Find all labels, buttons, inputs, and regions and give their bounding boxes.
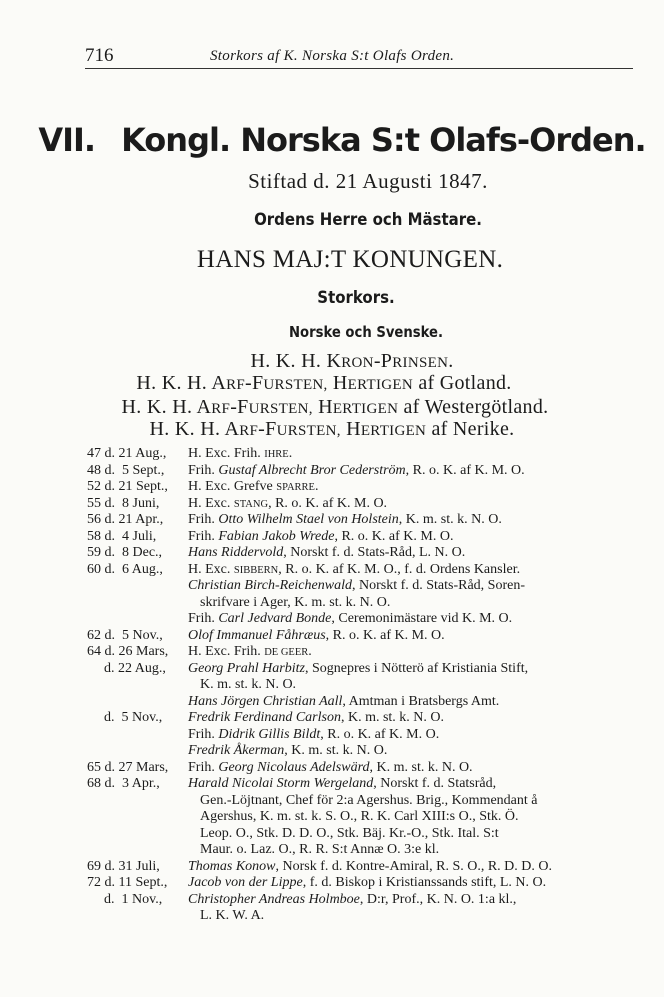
member-name: Fredrik Åkerman: [188, 743, 285, 758]
entry-detail: Frih.: [188, 462, 219, 478]
member-name: Thomas Konow: [188, 858, 276, 874]
entry-detail: L. K. W. A.: [200, 908, 265, 923]
entry-detail: , K. m. st. k. N. O.: [369, 759, 473, 775]
member-entry: [87, 677, 647, 694]
member-name: Didrik Gillis Bildt: [218, 726, 321, 742]
royal-member: H. K. H. ARF-FURSTEN, HERTIGEN af Gotland.: [136, 372, 512, 394]
subheading: Norske och Svenske.: [288, 323, 444, 341]
class-heading: Storkors.: [317, 288, 395, 308]
entry-detail: , K. m. st. k. N. O.: [284, 743, 388, 758]
entry-date: 52 d. 21 Sept.,: [87, 479, 168, 494]
entry-detail: , f. d. Biskop i Kristianssands stift, L. N. O.: [302, 875, 547, 890]
entry-detail: , R. o. K. af K. M. O.: [334, 528, 454, 544]
entry-date: d. 1 Nov.,: [104, 891, 163, 907]
member-entry: [87, 463, 647, 480]
member-name: Jacob von der Lippe: [188, 875, 303, 890]
member-entry: [87, 644, 647, 661]
member-entry: [87, 578, 647, 595]
entry-text: [200, 677, 296, 693]
entry-detail: , D:r, Prof., K. N. O. 1:a kl.,: [359, 891, 517, 907]
royal-member: H. K. H. ARF-FURSTEN, HERTIGEN af Westergötland.: [121, 396, 549, 418]
entry-date: 48 d. 5 Sept.,: [87, 462, 165, 478]
entry-text: [200, 826, 499, 842]
member-entry: [87, 908, 647, 925]
member-entry: [87, 628, 647, 645]
entry-detail: H. Exc. Grefve: [188, 479, 277, 494]
master-label: Ordens Herre och Mästare.: [254, 210, 482, 230]
entry-detail: , Norsk f. d. Kontre-Amiral, R. S. O., R. D. D. O.: [275, 858, 553, 874]
entry-detail: H. Exc. Frih.: [188, 446, 265, 461]
member-entry: [87, 661, 647, 678]
member-entry: [87, 826, 647, 843]
entry-detail: .: [288, 446, 293, 461]
member-entry: [87, 595, 647, 612]
entry-detail: , Amtman i Bratsbergs Amt.: [342, 693, 500, 709]
entry-date: 56 d. 21 Apr.,: [87, 512, 164, 527]
entry-detail: .: [314, 479, 319, 494]
entry-detail: , R. o. K. af K. M. O.: [320, 726, 440, 742]
member-name: Harald Nicolai Storm Wergeland: [188, 776, 374, 791]
member-entry: [87, 512, 647, 529]
entry-text: [188, 892, 516, 908]
entry-text: [188, 628, 445, 644]
entry-date: 72 d. 11 Sept.,: [87, 875, 168, 890]
entry-date: d. 5 Nov.,: [104, 710, 163, 725]
entry-date: 47 d. 21 Aug.,: [87, 446, 167, 461]
founded-line: Stiftad d. 21 Augusti 1847.: [248, 169, 488, 193]
entry-detail: Frih.: [188, 759, 219, 775]
member-entry: [87, 694, 647, 711]
member-entry: [87, 743, 647, 760]
member-entry: [87, 446, 647, 463]
entry-date: d. 22 Aug.,: [104, 660, 166, 676]
entry-text: [188, 562, 520, 578]
entry-date: 62 d. 5 Nov.,: [87, 627, 163, 643]
member-name: Georg Prahl Harbitz: [188, 660, 305, 676]
member-entry: [87, 529, 647, 546]
entry-text: [188, 479, 318, 495]
entry-detail: Maur. o. Laz. O., R. R. S:t Annæ O. 3:e kl.: [200, 842, 440, 857]
entry-date: 55 d. 8 Juni,: [87, 495, 160, 511]
entry-detail: skrifvare i Ager, K. m. st. k. N. O.: [200, 594, 391, 610]
entry-detail: , R. o. K. af K. M. O., f. d. Ordens Kansler.: [278, 561, 521, 577]
member-name: Gustaf Albrecht Bror Cederström: [218, 462, 406, 478]
entry-detail: , Norskt f. d. Stats-Råd, Soren-: [351, 578, 526, 593]
royal-member: H. K. H. ARF-FURSTEN, HERTIGEN af Nerike.: [149, 418, 515, 440]
entry-text: [188, 463, 525, 479]
member-entry: [87, 479, 647, 496]
entry-text: [188, 578, 525, 594]
entry-text: [200, 842, 439, 858]
member-name: Christian Birch-Reichenwald: [188, 578, 352, 593]
entry-date: 68 d. 3 Apr.,: [87, 776, 160, 791]
entry-detail: , K. m. st. k. N. O.: [398, 512, 502, 527]
member-entry: [87, 611, 647, 628]
entry-date: 64 d. 26 Mars,: [87, 644, 169, 659]
entry-text: [188, 611, 512, 627]
member-entry: [87, 809, 647, 826]
member-entry: [87, 892, 647, 909]
entry-text: [188, 776, 496, 792]
member-name: Carl Jedvard Bonde: [218, 611, 332, 626]
member-list: [87, 446, 647, 925]
entry-detail: , Norskt f. d. Statsråd,: [373, 776, 497, 791]
entry-date: 60 d. 6 Aug.,: [87, 561, 163, 577]
member-entry: [87, 793, 647, 810]
entry-text: [188, 644, 312, 660]
entry-text: [188, 743, 387, 759]
entry-detail: Frih.: [188, 726, 219, 742]
member-name: Otto Wilhelm Stael von Holstein: [218, 512, 399, 527]
order-name: Kongl. Norska S:t Olafs-Orden.: [121, 121, 646, 159]
entry-text: [188, 694, 499, 710]
entry-detail: , R. o. K. af K. M. O.: [405, 462, 525, 478]
member-surname: STANG: [233, 498, 269, 510]
member-name: Fredrik Ferdinand Carlson: [188, 710, 341, 725]
entry-date: 65 d. 27 Mars,: [87, 759, 169, 775]
entry-text: [188, 727, 439, 743]
entry-detail: , Norskt f. d. Stats-Råd, L. N. O.: [283, 545, 466, 560]
entry-text: [200, 793, 537, 809]
entry-text: [200, 809, 519, 825]
member-entry: [87, 859, 647, 876]
entry-detail: Leop. O., Stk. D. D. O., Stk. Bäj. Kr.-O., Stk. Ital. S:t: [200, 825, 499, 841]
member-entry: [87, 710, 647, 727]
entry-text: [188, 496, 387, 512]
entry-detail: K. m. st. k. N. O.: [200, 677, 297, 692]
page-header: [85, 43, 633, 67]
member-entry: [87, 776, 647, 793]
member-name: Hans Riddervold: [188, 545, 284, 560]
member-surname: IHRE: [264, 449, 289, 460]
entry-detail: Frih.: [188, 528, 219, 544]
member-entry: [87, 727, 647, 744]
entry-detail: H. Exc.: [188, 495, 234, 511]
entry-date: 69 d. 31 Juli,: [87, 858, 160, 874]
page-number: 716: [85, 45, 114, 66]
member-entry: [87, 875, 647, 892]
member-name: Hans Jörgen Christian Aall: [188, 693, 343, 709]
entry-text: [200, 595, 390, 611]
member-entry: [87, 545, 647, 562]
member-name: Olof Immanuel Fåhræus: [188, 627, 326, 643]
entry-detail: H. Exc.: [188, 561, 234, 577]
entry-detail: Agershus, K. m. st. k. S. O., R. K. Carl XIII:s O., Stk. Ö.: [200, 809, 519, 824]
entry-detail: H. Exc. Frih.: [188, 644, 265, 659]
entry-text: [188, 529, 453, 545]
running-title: Storkors af K. Norska S:t Olafs Orden.: [210, 48, 455, 64]
entry-text: [200, 908, 264, 924]
member-surname: DE GEER: [264, 647, 309, 658]
entry-detail: , K. m. st. k. N. O.: [340, 710, 445, 725]
royal-member: H. K. H. KRON-PRINSEN.: [250, 350, 454, 372]
member-surname: SPARRE: [276, 482, 315, 493]
entry-detail: , R. o. K. af K. M. O.: [268, 495, 388, 511]
entry-text: [188, 710, 444, 726]
entry-text: [188, 859, 552, 875]
entry-text: [188, 760, 473, 776]
entry-text: [188, 545, 465, 561]
member-entry: [87, 562, 647, 579]
member-name: Georg Nicolaus Adelswärd: [218, 759, 370, 775]
entry-date: 58 d. 4 Juli,: [87, 528, 157, 544]
member-surname: SIBBERN: [233, 564, 279, 576]
entry-detail: , R. o. K. af K. M. O.: [325, 627, 445, 643]
member-entry: [87, 760, 647, 777]
entry-detail: Frih.: [188, 611, 219, 626]
entry-text: [188, 661, 528, 677]
member-name: Fabian Jakob Wrede: [218, 528, 335, 544]
master-name: HANS MAJ:T KONUNGEN.: [196, 246, 504, 273]
entry-detail: , Ceremonimästare vid K. M. O.: [331, 611, 513, 626]
entry-date: 59 d. 8 Dec.,: [87, 545, 163, 560]
member-entry: [87, 842, 647, 859]
header-rule: [85, 68, 633, 69]
entry-detail: Gen.-Löjtnant, Chef för 2:a Agershus. Brig., Kommendant å: [200, 792, 538, 808]
entry-detail: .: [308, 644, 312, 659]
entry-text: [188, 512, 502, 528]
section-title: [10, 121, 664, 159]
member-name: Christopher Andreas Holmboe: [188, 891, 360, 907]
entry-detail: Frih.: [188, 512, 219, 527]
member-entry: [87, 496, 647, 513]
entry-text: [188, 875, 546, 891]
section-number: VII.: [38, 121, 96, 159]
entry-text: [188, 446, 292, 462]
entry-detail: , Sognepres i Nötterö af Kristiania Stift,: [304, 660, 529, 676]
